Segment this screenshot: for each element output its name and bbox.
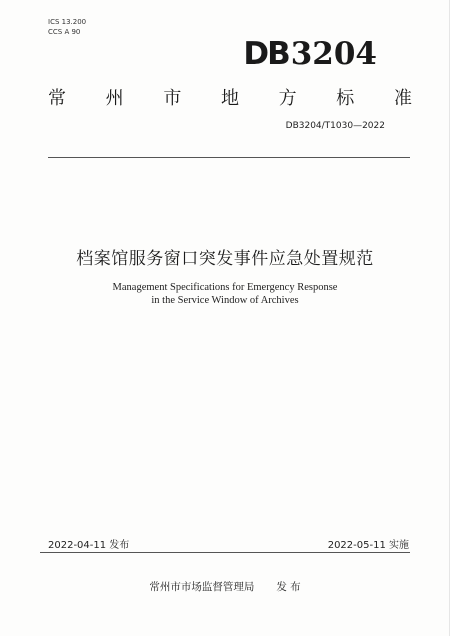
document-title-en	[0, 281, 450, 307]
category-char: 方	[278, 88, 297, 109]
standard-code-prefix: DB	[243, 36, 289, 72]
classification-codes	[48, 17, 86, 37]
title-en-line-1: Management Specifications for Emergency Response	[112, 282, 338, 293]
category-char: 州	[105, 88, 124, 109]
effective-date: 2022-05-11 实施	[327, 540, 409, 551]
standard-category	[48, 84, 412, 110]
document-title-zh: 档案馆服务窗口突发事件应急处置规范	[76, 249, 374, 269]
ics-code: ICS 13.200	[48, 18, 87, 26]
bottom-divider	[40, 552, 410, 553]
category-char: 地	[220, 88, 239, 109]
publisher-line	[0, 579, 450, 594]
ccs-code: CCS A 90	[48, 28, 81, 36]
standard-code-logo	[243, 36, 377, 72]
category-char: 准	[393, 88, 412, 109]
top-divider	[48, 157, 410, 158]
publisher-org: 常州市市场监督管理局	[149, 581, 255, 593]
category-char: 常	[48, 88, 66, 109]
category-char: 市	[163, 88, 182, 109]
issue-date: 2022-04-11 发布	[48, 540, 130, 551]
standard-code-number: 3204	[290, 36, 377, 72]
title-en-line-2: in the Service Window of Archives	[151, 295, 299, 306]
publisher-action: 发 布	[276, 581, 301, 593]
standard-number: DB3204/T1030—2022	[285, 121, 385, 131]
category-char: 标	[336, 88, 355, 109]
